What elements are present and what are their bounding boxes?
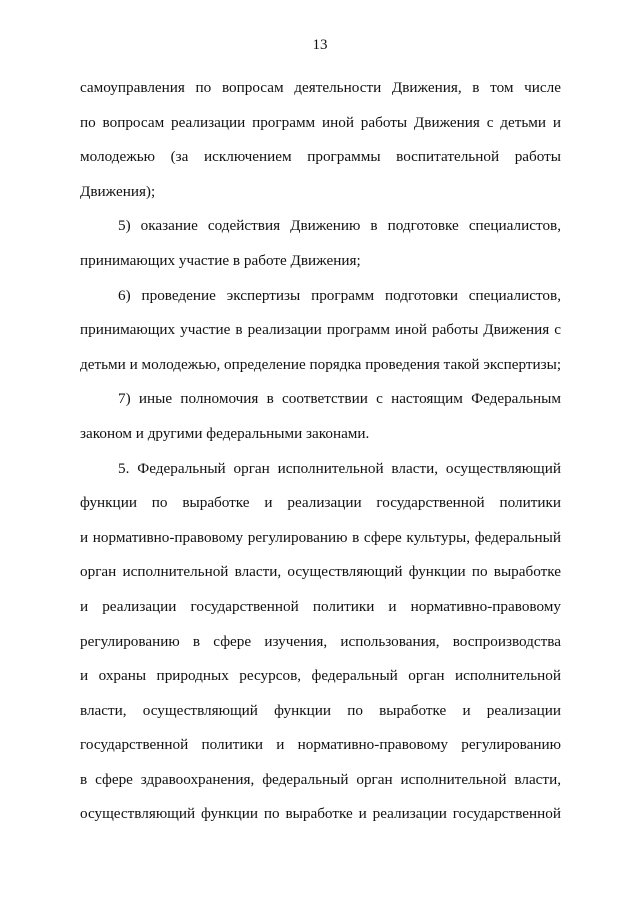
text-line: регулированию в сфере изучения, использования, воспроизводства xyxy=(80,632,561,650)
text-line: 7) иные полномочия в соответствии с настоящим Федеральным xyxy=(118,390,561,408)
text-line: осуществляющий функции по выработке и реализации государственной xyxy=(80,805,561,823)
text-line: принимающих участие в работе Движения; xyxy=(80,251,361,269)
document-body xyxy=(80,71,561,832)
text-line: Движения); xyxy=(80,182,156,200)
text-line: функции по выработке и реализации государственной политики xyxy=(80,494,561,512)
text-line: молодежью (за исключением программы воспитательной работы xyxy=(80,148,561,166)
text-line: 5) оказание содействия Движению в подготовке специалистов, xyxy=(118,217,561,235)
text-line: государственной политики и нормативно-правовому регулированию xyxy=(80,736,561,754)
text-line: и нормативно-правовому регулированию в сфере культуры, федеральный xyxy=(80,528,561,546)
text-line: по вопросам реализации программ иной работы Движения с детьми и xyxy=(80,113,561,131)
page-number: 13 xyxy=(312,37,328,53)
text-line: орган исполнительной власти, осуществляющий функции по выработке xyxy=(80,563,561,581)
text-line: и охраны природных ресурсов, федеральный орган исполнительной xyxy=(80,667,561,685)
text-line: 5. Федеральный орган исполнительной власти, осуществляющий xyxy=(118,459,561,477)
text-line: и реализации государственной политики и нормативно-правовому xyxy=(80,597,561,615)
text-line: 6) проведение экспертизы программ подготовки специалистов, xyxy=(118,286,561,304)
text-line: самоуправления по вопросам деятельности Движения, в том числе xyxy=(80,79,561,96)
text-line: в сфере здравоохранения, федеральный орган исполнительной власти, xyxy=(80,770,561,788)
text-line: детьми и молодежью, определение порядка проведения такой экспертизы; xyxy=(80,355,562,373)
text-line: власти, осуществляющий функции по выработке и реализации xyxy=(80,701,561,719)
text-line: принимающих участие в реализации программ иной работы Движения с xyxy=(80,321,561,339)
text-line: законом и другими федеральными законами. xyxy=(80,424,370,442)
